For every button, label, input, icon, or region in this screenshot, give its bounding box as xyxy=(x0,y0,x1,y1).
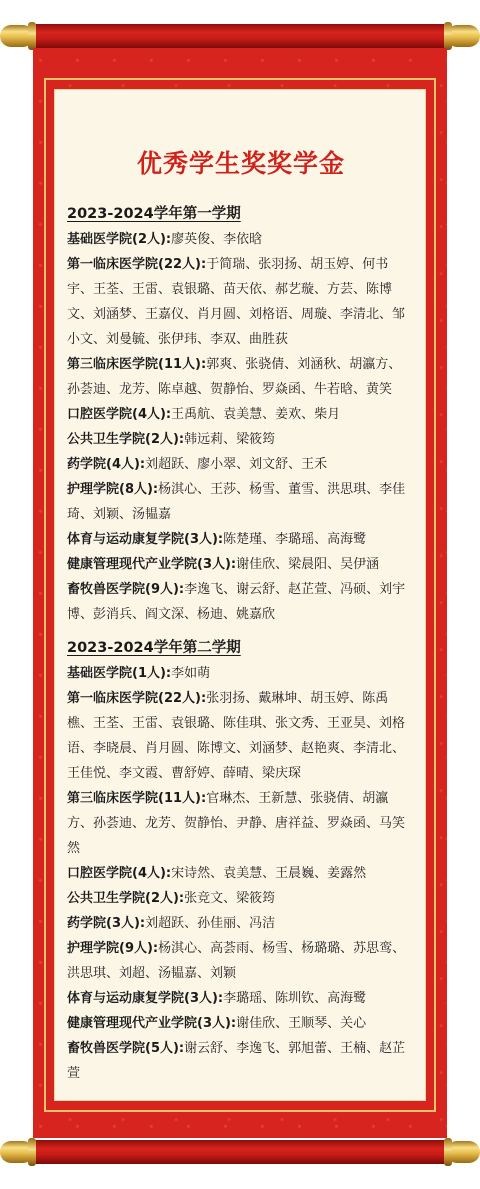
college-name: 第一临床医学院(22人): xyxy=(67,257,207,272)
student-names: 王禹航、袁美慧、姜欢、柴月 xyxy=(171,407,341,422)
rod-ring-right xyxy=(444,1138,452,1166)
list-item xyxy=(67,227,411,252)
student-names: 杨淇心、王莎、杨雪、董雪、洪思琪、李佳琦、刘颖、汤韫嘉 xyxy=(67,482,406,522)
college-name: 口腔医学院(4人): xyxy=(67,407,172,422)
list-item xyxy=(67,1036,411,1086)
rod-ring-left xyxy=(28,22,36,50)
award-list xyxy=(67,202,411,1086)
list-item xyxy=(67,527,411,552)
student-names: 廖英俊、李依晗 xyxy=(171,232,263,247)
list-item xyxy=(67,552,411,577)
list-item xyxy=(67,452,411,477)
list-item xyxy=(67,577,411,627)
student-names: 官琳杰、王新慧、张骁倩、胡瀛方、孙荟迪、龙芳、贺静怡、尹静、唐祥益、罗焱函、马笑然 xyxy=(67,791,406,856)
list-item xyxy=(67,886,411,911)
college-name: 健康管理现代产业学院(3人): xyxy=(67,557,237,572)
scroll-bottom-rod xyxy=(0,1137,480,1167)
list-item xyxy=(67,911,411,936)
college-name: 基础医学院(2人): xyxy=(67,232,172,247)
list-item xyxy=(67,936,411,986)
college-name: 护理学院(8人): xyxy=(67,482,159,497)
college-name: 健康管理现代产业学院(3人): xyxy=(67,1016,237,1031)
student-names: 陈楚瑾、李璐瑶、高海鹭 xyxy=(223,532,367,547)
list-item xyxy=(67,686,411,786)
college-name: 畜牧兽医学院(9人): xyxy=(67,582,185,597)
rod-ring-right xyxy=(444,22,452,50)
list-item xyxy=(67,402,411,427)
student-names: 李如萌 xyxy=(171,666,211,681)
college-name: 护理学院(9人): xyxy=(67,941,159,956)
rod-ring-left xyxy=(28,1138,36,1166)
list-item xyxy=(67,477,411,527)
list-item xyxy=(67,252,411,352)
rod-bar xyxy=(32,24,448,48)
college-name: 药学院(4人): xyxy=(67,457,146,472)
student-names: 李逸飞、谢云舒、赵芷萱、冯硕、刘宇博、彭消兵、阎文深、杨迪、姚嘉欣 xyxy=(67,582,406,622)
student-names: 于简瑞、张羽扬、胡玉婷、何书宇、王荃、王雷、袁银璐、苗天依、郝艺璇、方芸、陈博文、刘涵梦、王嘉仪、肖月圆、刘格语、周璇、李清北、邹小文、刘曼毓、张伊玮、李双、曲胜荻 xyxy=(67,257,406,347)
list-item xyxy=(67,352,411,402)
list-item xyxy=(67,661,411,686)
term-heading: 2023-2024学年第一学期 xyxy=(67,206,241,222)
student-names: 张竞文、梁筱筠 xyxy=(184,891,276,906)
rod-bar xyxy=(32,1140,448,1164)
list-item xyxy=(67,986,411,1011)
scroll-body xyxy=(33,48,447,1138)
list-item xyxy=(67,861,411,886)
list-item xyxy=(67,427,411,452)
college-name: 公共卫生学院(2人): xyxy=(67,432,185,447)
college-name: 口腔医学院(4人): xyxy=(67,866,172,881)
student-names: 刘超跃、孙佳丽、冯洁 xyxy=(145,916,276,931)
student-names: 谢云舒、李逸飞、郭旭蕾、王楠、赵芷萱 xyxy=(67,1041,406,1081)
student-names: 张羽扬、戴琳坤、胡玉婷、陈禹樵、王荃、王雷、袁银璐、陈佳琪、张文秀、王亚昊、刘格语、李晓晨、肖月圆、陈博文、刘涵梦、赵艳爽、李清北、王佳悦、李文霞、曹舒婷、薛晴、梁庆琛 xyxy=(67,691,406,781)
college-name: 第一临床医学院(22人): xyxy=(67,691,207,706)
student-names: 郭爽、张骁倩、刘涵秋、胡瀛方、孙荟迪、龙芳、陈卓越、贺静怡、罗焱函、牛若晗、黄笑 xyxy=(67,357,402,397)
student-names: 李璐瑶、陈圳钦、高海鹭 xyxy=(223,991,367,1006)
student-names: 谢佳欣、王顺琴、关心 xyxy=(236,1016,367,1031)
scroll-top-rod xyxy=(0,21,480,51)
college-name: 公共卫生学院(2人): xyxy=(67,891,185,906)
page-title: 优秀学生奖奖学金 xyxy=(136,149,345,178)
list-item xyxy=(67,1011,411,1036)
college-name: 第三临床医学院(11人): xyxy=(67,357,207,372)
paper-panel xyxy=(54,89,426,1101)
student-names: 杨淇心、高荟雨、杨雪、杨璐璐、苏思鸾、洪思琪、刘超、汤韫嘉、刘颖 xyxy=(67,941,406,981)
term-heading: 2023-2024学年第二学期 xyxy=(67,640,241,656)
college-name: 畜牧兽医学院(5人): xyxy=(67,1041,185,1056)
student-names: 韩远莉、梁筱筠 xyxy=(184,432,276,447)
college-name: 基础医学院(1人): xyxy=(67,666,172,681)
list-item xyxy=(67,786,411,861)
student-names: 谢佳欣、梁晨阳、吴伊涵 xyxy=(236,557,380,572)
college-name: 体育与运动康复学院(3人): xyxy=(67,991,224,1006)
college-name: 药学院(3人): xyxy=(67,916,146,931)
student-names: 宋诗然、袁美慧、王晨巍、姜露然 xyxy=(171,866,367,881)
college-name: 体育与运动康复学院(3人): xyxy=(67,532,224,547)
college-name: 第三临床医学院(11人): xyxy=(67,791,207,806)
student-names: 刘超跃、廖小翠、刘文舒、王禾 xyxy=(145,457,328,472)
